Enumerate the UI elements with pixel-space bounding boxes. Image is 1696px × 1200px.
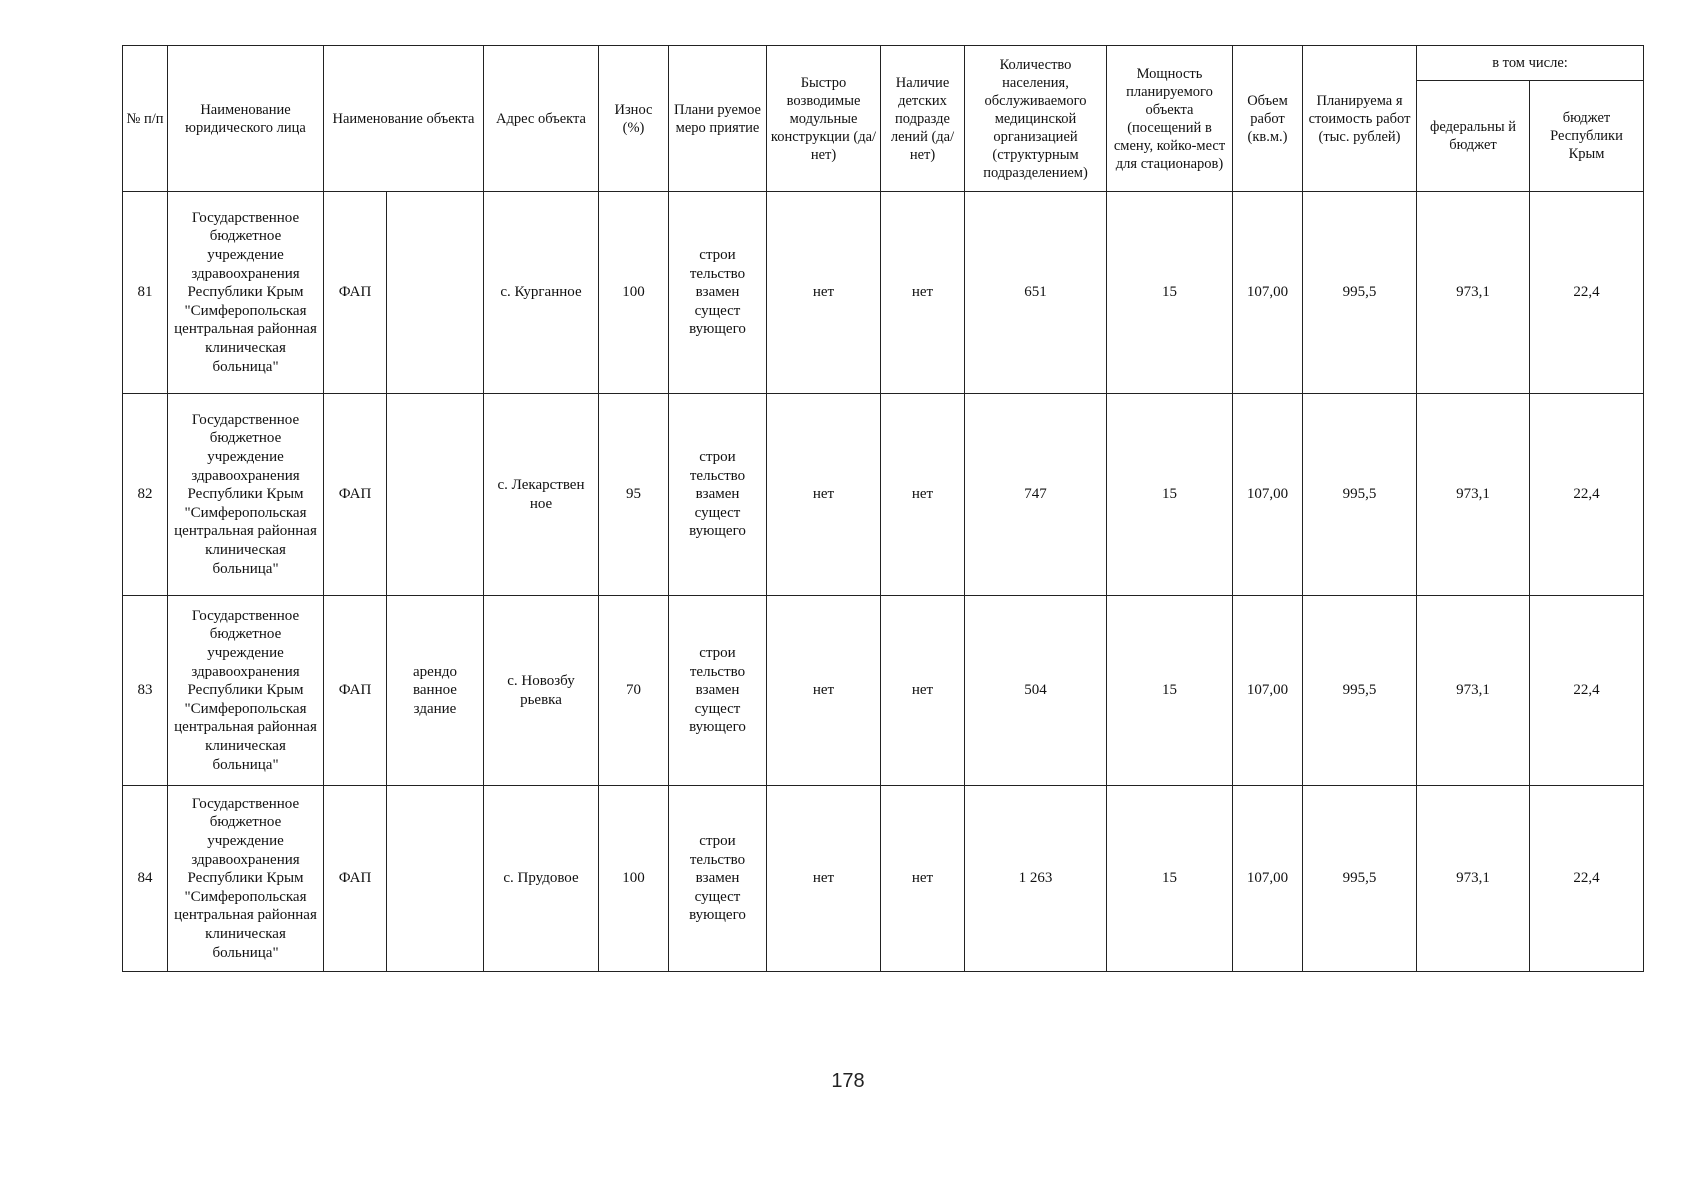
header-volume: Объем работ (кв.м.) [1233,46,1303,192]
cell-legal-entity: Государственное бюджетное учреждение здравоохранения Республики Крым "Симферопольская центральная районная клиническая больница" [168,394,324,596]
header-legal-entity: Наименование юридического лица [168,46,324,192]
cell-modular: нет [767,192,881,394]
cell-object-note [387,192,484,394]
cell-children: нет [881,394,965,596]
cell-legal-entity: Государственное бюджетное учреждение здравоохранения Республики Крым "Симферопольская центральная районная клиническая больница" [168,786,324,972]
cell-children: нет [881,786,965,972]
facilities-table [122,45,1644,972]
cell-volume: 107,00 [1233,786,1303,972]
cell-population: 747 [965,394,1107,596]
cell-federal: 973,1 [1417,786,1530,972]
cell-object-note [387,394,484,596]
cell-children: нет [881,192,965,394]
header-address: Адрес объекта [484,46,599,192]
cell-wear: 100 [599,786,669,972]
cell-regional: 22,4 [1530,786,1644,972]
cell-cost: 995,5 [1303,786,1417,972]
cell-children: нет [881,596,965,786]
cell-num: 83 [123,596,168,786]
cell-object-type: ФАП [324,192,387,394]
cell-cost: 995,5 [1303,394,1417,596]
cell-modular: нет [767,786,881,972]
cell-legal-entity: Государственное бюджетное учреждение здравоохранения Республики Крым "Симферопольская центральная районная клиническая больница" [168,192,324,394]
table-row [123,394,1644,596]
cell-legal-entity: Государственное бюджетное учреждение здравоохранения Республики Крым "Симферопольская центральная районная клиническая больница" [168,596,324,786]
cell-regional: 22,4 [1530,596,1644,786]
cell-object-type: ФАП [324,394,387,596]
cell-volume: 107,00 [1233,596,1303,786]
table-row [123,786,1644,972]
cell-regional: 22,4 [1530,394,1644,596]
header-planned-measure: Плани руемое меро приятие [669,46,767,192]
cell-cost: 995,5 [1303,192,1417,394]
cell-volume: 107,00 [1233,394,1303,596]
cell-planned-measure: строи тельство взамен сущест вующего [669,786,767,972]
header-children: Наличие детских подразде лений (да/нет) [881,46,965,192]
cell-federal: 973,1 [1417,596,1530,786]
cell-federal: 973,1 [1417,192,1530,394]
cell-address: с. Прудовое [484,786,599,972]
table-header [123,46,1644,192]
cell-num: 82 [123,394,168,596]
cell-cost: 995,5 [1303,596,1417,786]
header-modular: Быстро возводимые модульные конструкции (да/нет) [767,46,881,192]
header-cost: Планируема я стоимость работ (тыс. рублей) [1303,46,1417,192]
cell-wear: 70 [599,596,669,786]
cell-num: 84 [123,786,168,972]
cell-population: 1 263 [965,786,1107,972]
cell-capacity: 15 [1107,394,1233,596]
cell-object-type: ФАП [324,786,387,972]
cell-modular: нет [767,596,881,786]
header-including: в том числе: [1417,46,1644,81]
cell-object-type: ФАП [324,596,387,786]
cell-address: с. Новозбу рьевка [484,596,599,786]
cell-capacity: 15 [1107,786,1233,972]
cell-object-note [387,786,484,972]
cell-federal: 973,1 [1417,394,1530,596]
table-row [123,192,1644,394]
cell-planned-measure: строи тельство взамен сущест вующего [669,394,767,596]
cell-population: 651 [965,192,1107,394]
cell-wear: 95 [599,394,669,596]
cell-address: с. Курганное [484,192,599,394]
header-num: № п/п [123,46,168,192]
header-capacity: Мощность планируемого объекта (посещений в смену, койко-мест для стационаров) [1107,46,1233,192]
cell-planned-measure: строи тельство взамен сущест вующего [669,192,767,394]
cell-address: с. Лекарствен ное [484,394,599,596]
cell-num: 81 [123,192,168,394]
cell-capacity: 15 [1107,596,1233,786]
cell-volume: 107,00 [1233,192,1303,394]
header-federal: федеральны й бюджет [1417,81,1530,192]
cell-capacity: 15 [1107,192,1233,394]
page-number: 178 [831,1070,865,1092]
header-wear: Износ (%) [599,46,669,192]
table-row [123,596,1644,786]
cell-wear: 100 [599,192,669,394]
cell-population: 504 [965,596,1107,786]
header-population: Количество населения, обслуживаемого медицинской организацией (структурным подразделением) [965,46,1107,192]
header-regional: бюджет Республики Крым [1530,81,1644,192]
cell-modular: нет [767,394,881,596]
header-object-name: Наименование объекта [324,46,484,192]
cell-planned-measure: строи тельство взамен сущест вующего [669,596,767,786]
cell-regional: 22,4 [1530,192,1644,394]
cell-object-note: арендо ванное здание [387,596,484,786]
